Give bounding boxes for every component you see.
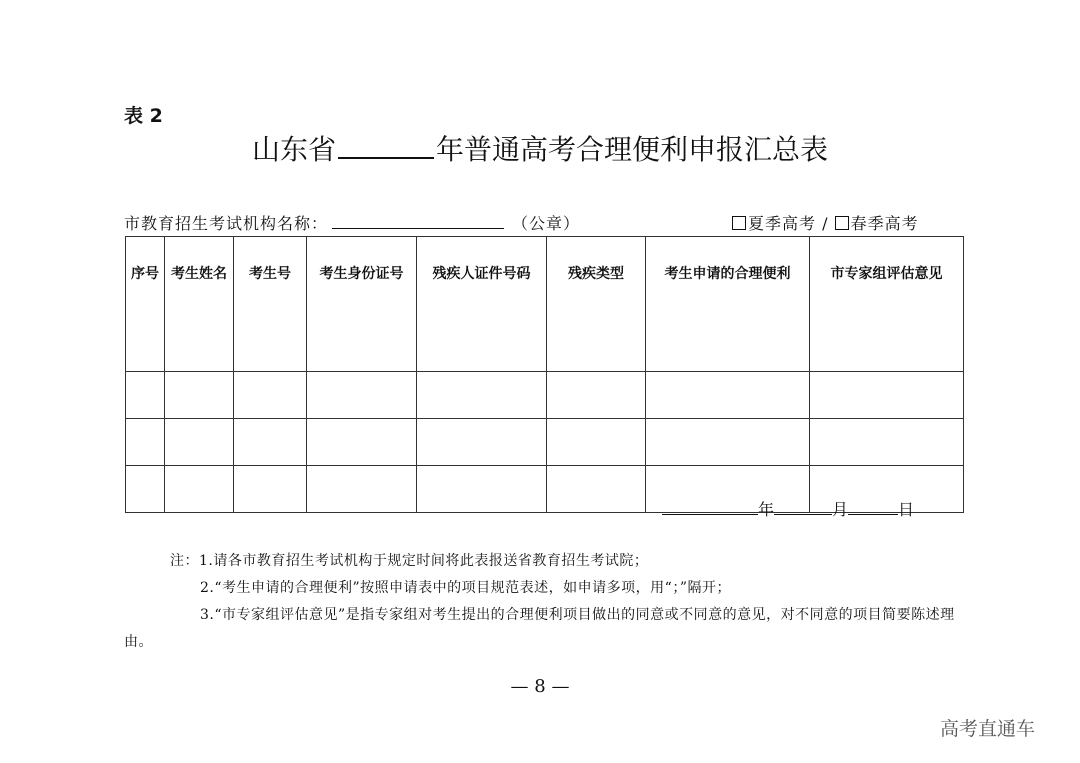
year-blank <box>338 131 434 159</box>
table-cell[interactable] <box>165 466 234 513</box>
col-header-disability-cert: 残疾人证件号码 <box>417 237 547 372</box>
table-header-row <box>126 237 964 372</box>
note-line-1 <box>124 548 969 575</box>
title-prefix: 山东省 <box>251 133 336 166</box>
note-text-1: 1.请各市教育招生考试机构于规定时间将此表报送省教育招生考试院； <box>199 553 649 569</box>
table-cell[interactable] <box>547 372 646 419</box>
table-cell[interactable] <box>307 419 417 466</box>
note-line-2: 2.“考生申请的合理便利”按照申请表中的项目规范表述，如申请多项，用“；”隔开； <box>200 580 731 596</box>
table-cell[interactable] <box>126 419 165 466</box>
title-suffix: 年普通高考合理便利申报汇总表 <box>436 133 829 166</box>
col-header-name: 考生姓名 <box>165 237 234 372</box>
table-cell[interactable] <box>417 466 547 513</box>
table-cell[interactable] <box>417 419 547 466</box>
table-cell[interactable] <box>165 419 234 466</box>
table-cell[interactable] <box>234 372 307 419</box>
summer-checkbox[interactable] <box>732 216 746 230</box>
date-row <box>662 497 914 520</box>
notes-section <box>124 548 969 656</box>
col-header-disability-type: 残疾类型 <box>547 237 646 372</box>
spring-label: 春季高考 <box>850 214 919 233</box>
day-label: 日 <box>898 500 915 519</box>
col-header-expert-opinion: 市专家组评估意见 <box>810 237 964 372</box>
month-field[interactable] <box>774 498 832 515</box>
year-field[interactable] <box>662 498 758 515</box>
table-cell[interactable] <box>126 372 165 419</box>
summer-label: 夏季高考 <box>748 214 817 233</box>
table-cell[interactable] <box>307 466 417 513</box>
season-row <box>732 211 919 234</box>
spring-checkbox[interactable] <box>835 216 849 230</box>
season-separator: / <box>816 214 835 233</box>
month-label: 月 <box>832 500 849 519</box>
org-row <box>124 211 580 234</box>
table-cell[interactable] <box>646 372 810 419</box>
day-field[interactable] <box>848 498 898 515</box>
table-cell[interactable] <box>165 372 234 419</box>
note-line-3-continued: 由。 <box>124 634 153 650</box>
col-header-id-number: 考生身份证号 <box>307 237 417 372</box>
table-cell[interactable] <box>810 372 964 419</box>
summary-table <box>125 236 964 513</box>
watermark: 高考直通车 <box>940 718 1036 740</box>
table-row <box>126 372 964 419</box>
seal-label: （公章） <box>512 214 581 233</box>
org-label: 市教育招生考试机构名称： <box>124 214 329 233</box>
notes-prefix: 注： <box>170 553 199 569</box>
table-label: 表 2 <box>124 105 163 127</box>
table-row <box>126 419 964 466</box>
col-header-serial: 序号 <box>126 237 165 372</box>
col-header-accommodation: 考生申请的合理便利 <box>646 237 810 372</box>
year-label: 年 <box>758 500 775 519</box>
table-cell[interactable] <box>126 466 165 513</box>
table-cell[interactable] <box>307 372 417 419</box>
table-cell[interactable] <box>234 466 307 513</box>
note-line-3: 3.“市专家组评估意见”是指专家组对考生提出的合理便利项目做出的同意或不同意的意见，对不同意的项目简要陈述理 <box>200 607 955 623</box>
table-cell[interactable] <box>810 419 964 466</box>
col-header-exam-number: 考生号 <box>234 237 307 372</box>
page-title <box>0 128 1080 168</box>
table-cell[interactable] <box>547 466 646 513</box>
page-number: — 8 — <box>510 676 570 697</box>
table-cell[interactable] <box>547 419 646 466</box>
table-cell[interactable] <box>646 419 810 466</box>
org-name-blank <box>332 212 504 229</box>
table-cell[interactable] <box>234 419 307 466</box>
table-cell[interactable] <box>417 372 547 419</box>
